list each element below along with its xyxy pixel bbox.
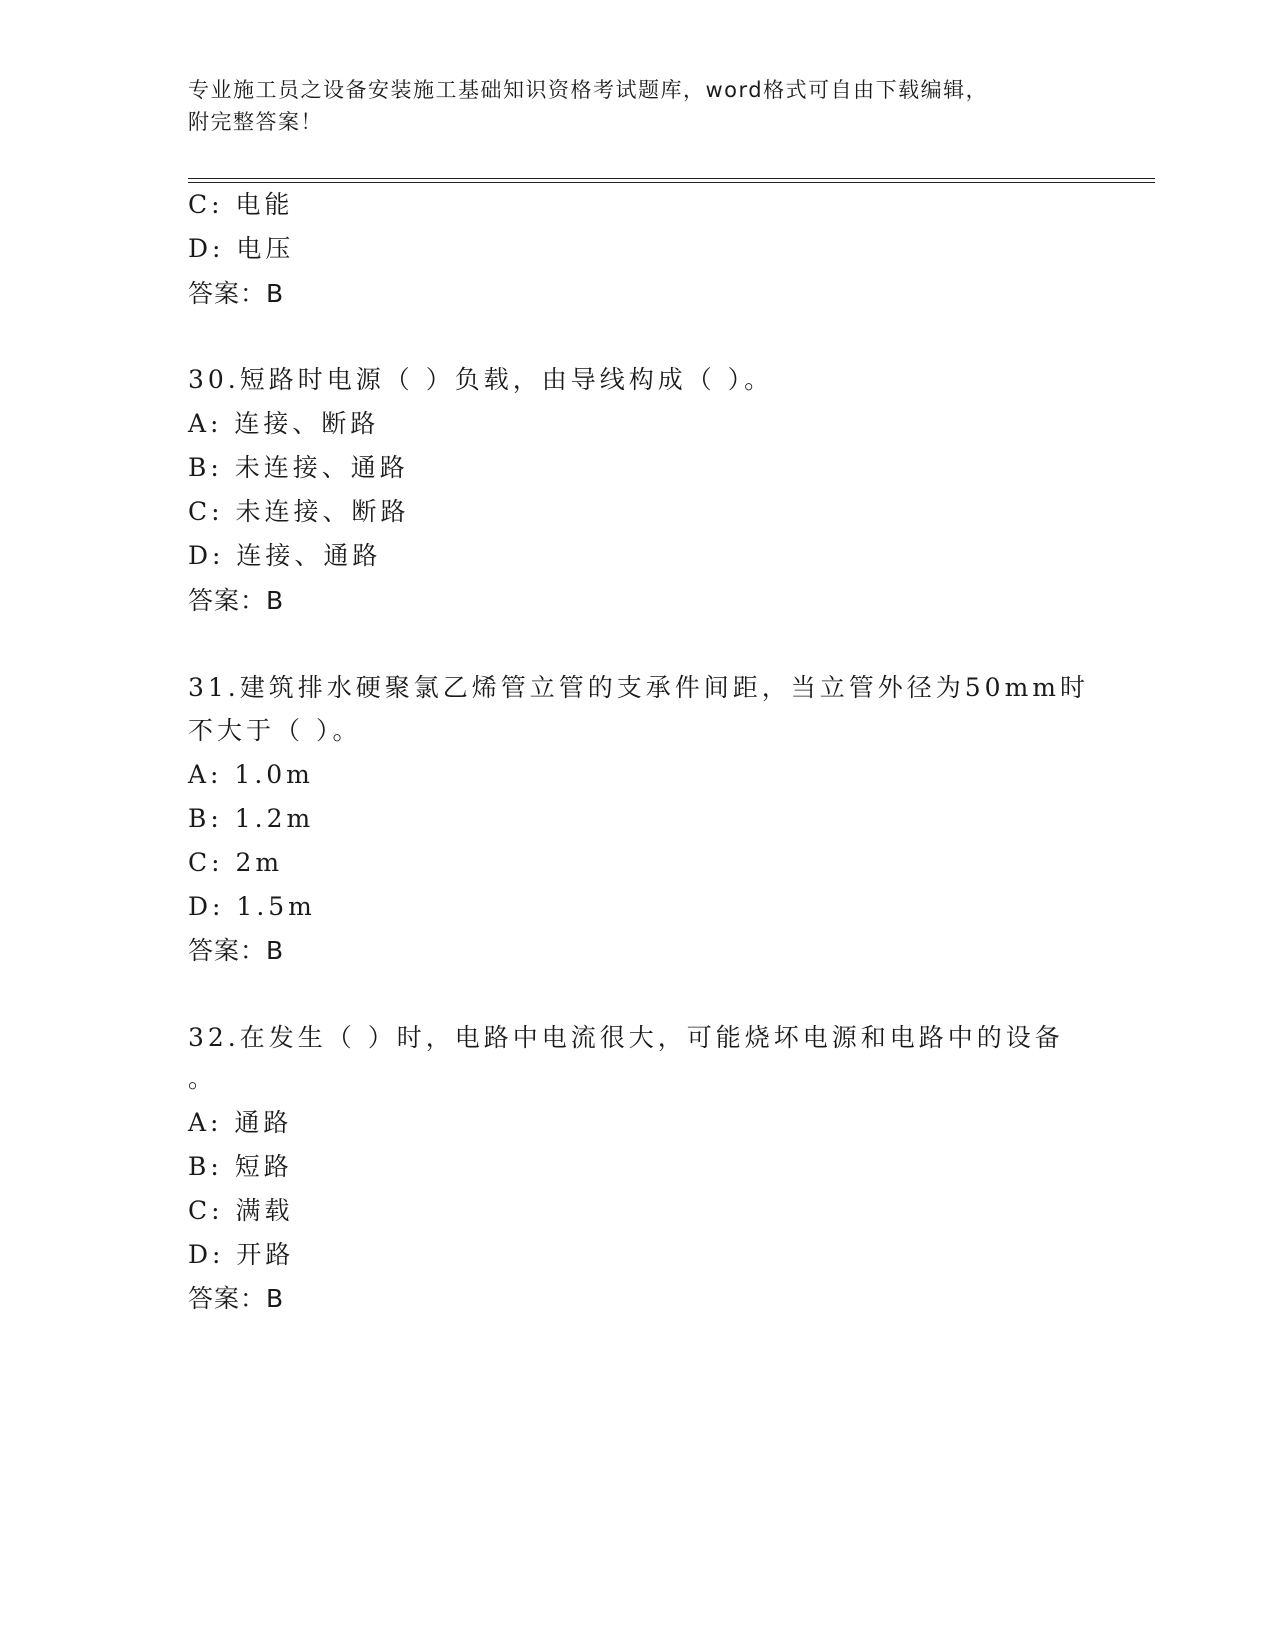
q31-stem-line-2: 不大于（ ）。 bbox=[188, 716, 362, 745]
q31-answer: 答案：B bbox=[188, 936, 285, 965]
q32-option-d: D: 开路 bbox=[188, 1240, 295, 1269]
header-title-line-2: 附完整答案！ bbox=[188, 110, 323, 134]
document-header bbox=[188, 74, 1068, 138]
q32-option-c: C: 满载 bbox=[188, 1196, 294, 1225]
q30-option-d: D: 连接、通路 bbox=[188, 541, 382, 570]
header-title-line-1: 专业施工员之设备安装施工基础知识资格考试题库，word格式可自由下载编辑， bbox=[188, 78, 989, 102]
header-divider-top bbox=[188, 178, 1155, 179]
q31-option-d: D: 1.5m bbox=[188, 892, 316, 921]
q32-option-a: A: 通路 bbox=[188, 1108, 293, 1137]
q32-stem-line-2: 。 bbox=[188, 1064, 218, 1093]
q30-answer: 答案：B bbox=[188, 586, 285, 615]
q31-option-a: A: 1.0m bbox=[188, 760, 314, 789]
q32-stem-line-1: 32.在发生（ ）时，电路中电流很大，可能烧坏电源和电路中的设备 bbox=[188, 1023, 1064, 1052]
q30-stem: 30.短路时电源（ ）负载，由导线构成（ ）。 bbox=[188, 365, 774, 394]
q30-option-c: C: 未连接、断路 bbox=[188, 497, 410, 526]
header-divider-bottom bbox=[188, 182, 1155, 183]
prev-answer: 答案：B bbox=[188, 279, 285, 308]
q32-option-b: B: 短路 bbox=[188, 1152, 293, 1181]
q31-option-b: B: 1.2m bbox=[188, 804, 315, 833]
q30-option-b: B: 未连接、通路 bbox=[188, 453, 409, 482]
prev-option-d: D: 电压 bbox=[188, 234, 295, 263]
q31-option-c: C: 2m bbox=[188, 848, 284, 877]
q32-answer: 答案：B bbox=[188, 1284, 285, 1313]
q30-option-a: A: 连接、断路 bbox=[188, 409, 380, 438]
q31-stem-line-1: 31.建筑排水硬聚氯乙烯管立管的支承件间距，当立管外径为50mm时 bbox=[188, 673, 1089, 702]
prev-option-c: C: 电能 bbox=[188, 190, 294, 219]
